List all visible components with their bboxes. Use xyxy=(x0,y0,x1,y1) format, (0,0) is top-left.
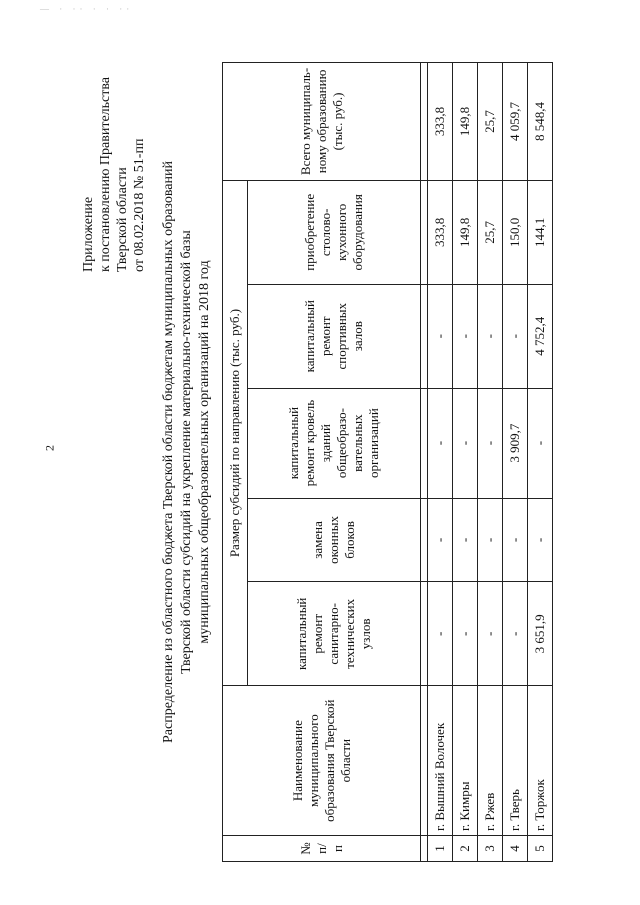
cell-num: 2 xyxy=(453,836,478,862)
cell-windows: - xyxy=(528,498,553,582)
document-title xyxy=(160,22,214,882)
spacer-row xyxy=(421,63,428,862)
header-sanitary: капитальный ремонт санитарно-технических узлов xyxy=(248,582,421,686)
cell-kitchen: 149,8 xyxy=(453,180,478,284)
cell-total: 4 059,7 xyxy=(503,63,528,181)
header-windows: замена оконных блоков xyxy=(248,498,421,582)
page-number: 2 xyxy=(42,445,57,451)
cell-kitchen: 150,0 xyxy=(503,180,528,284)
cell-kitchen: 25,7 xyxy=(478,180,503,284)
cell-total: 8 548,4 xyxy=(528,63,553,181)
header-num: № п/п xyxy=(223,836,421,862)
cell-num: 5 xyxy=(528,836,553,862)
table-row xyxy=(478,63,503,862)
cell-sanitary: - xyxy=(478,582,503,686)
title-line: Распределение из областного бюджета Тверской области бюджетам муниципальных образований xyxy=(161,161,176,743)
cell-windows: - xyxy=(503,498,528,582)
cell-total: 333,8 xyxy=(428,63,453,181)
cell-roofs: - xyxy=(453,388,478,498)
cell-name: г. Торжок xyxy=(528,686,553,836)
cell-sanitary: - xyxy=(503,582,528,686)
cell-num: 3 xyxy=(478,836,503,862)
appendix-line: от 08.02.2018 № 51-пп xyxy=(132,138,147,272)
cell-total: 149,8 xyxy=(453,63,478,181)
cell-sanitary: - xyxy=(453,582,478,686)
appendix-block xyxy=(80,42,148,272)
header-sports: капитальный ремонт спортивных залов xyxy=(248,284,421,388)
cell-name: г. Вышний Волочек xyxy=(428,686,453,836)
table-row xyxy=(503,63,528,862)
cell-windows: - xyxy=(453,498,478,582)
subsidy-table xyxy=(222,62,553,862)
appendix-line: к постановлению Правительства xyxy=(98,76,113,272)
cell-name: г. Ржев xyxy=(478,686,503,836)
cell-sports: - xyxy=(503,284,528,388)
cell-num: 1 xyxy=(428,836,453,862)
title-line: муниципальных общеобразовательных организаций на 2018 год xyxy=(197,260,212,644)
header-roofs: капитальный ремонт кровель зданий общеобразо-вательных организаций xyxy=(248,388,421,498)
table-row xyxy=(528,63,553,862)
cell-num: 4 xyxy=(503,836,528,862)
scan-artifact: — · ·· · · ·· xyxy=(40,4,134,14)
cell-sports: - xyxy=(453,284,478,388)
cell-sports: - xyxy=(428,284,453,388)
cell-kitchen: 144,1 xyxy=(528,180,553,284)
header-name: Наименование муниципального образования Тверской области xyxy=(223,686,421,836)
header-row xyxy=(223,63,248,862)
header-total: Всего муниципаль-ному образованию (тыс. руб.) xyxy=(223,63,421,181)
header-kitchen: приобретение столово-кухонного оборудования xyxy=(248,180,421,284)
table-row xyxy=(453,63,478,862)
cell-name: г. Тверь xyxy=(503,686,528,836)
cell-windows: - xyxy=(428,498,453,582)
table-row xyxy=(428,63,453,862)
cell-sports: 4 752,4 xyxy=(528,284,553,388)
header-group: Размер субсидий по направлению (тыс. руб.) xyxy=(223,180,248,685)
cell-sanitary: - xyxy=(428,582,453,686)
cell-roofs: - xyxy=(478,388,503,498)
cell-roofs: 3 909,7 xyxy=(503,388,528,498)
cell-roofs: - xyxy=(428,388,453,498)
cell-sanitary: 3 651,9 xyxy=(528,582,553,686)
cell-windows: - xyxy=(478,498,503,582)
cell-total: 25,7 xyxy=(478,63,503,181)
cell-sports: - xyxy=(478,284,503,388)
rotated-content xyxy=(30,22,610,882)
title-line: Тверской области субсидий на укрепление материально-технической базы xyxy=(179,230,194,674)
appendix-line: Приложение xyxy=(81,196,96,272)
appendix-line: Тверской области xyxy=(115,167,130,272)
cell-name: г. Кимры xyxy=(453,686,478,836)
cell-roofs: - xyxy=(528,388,553,498)
cell-kitchen: 333,8 xyxy=(428,180,453,284)
